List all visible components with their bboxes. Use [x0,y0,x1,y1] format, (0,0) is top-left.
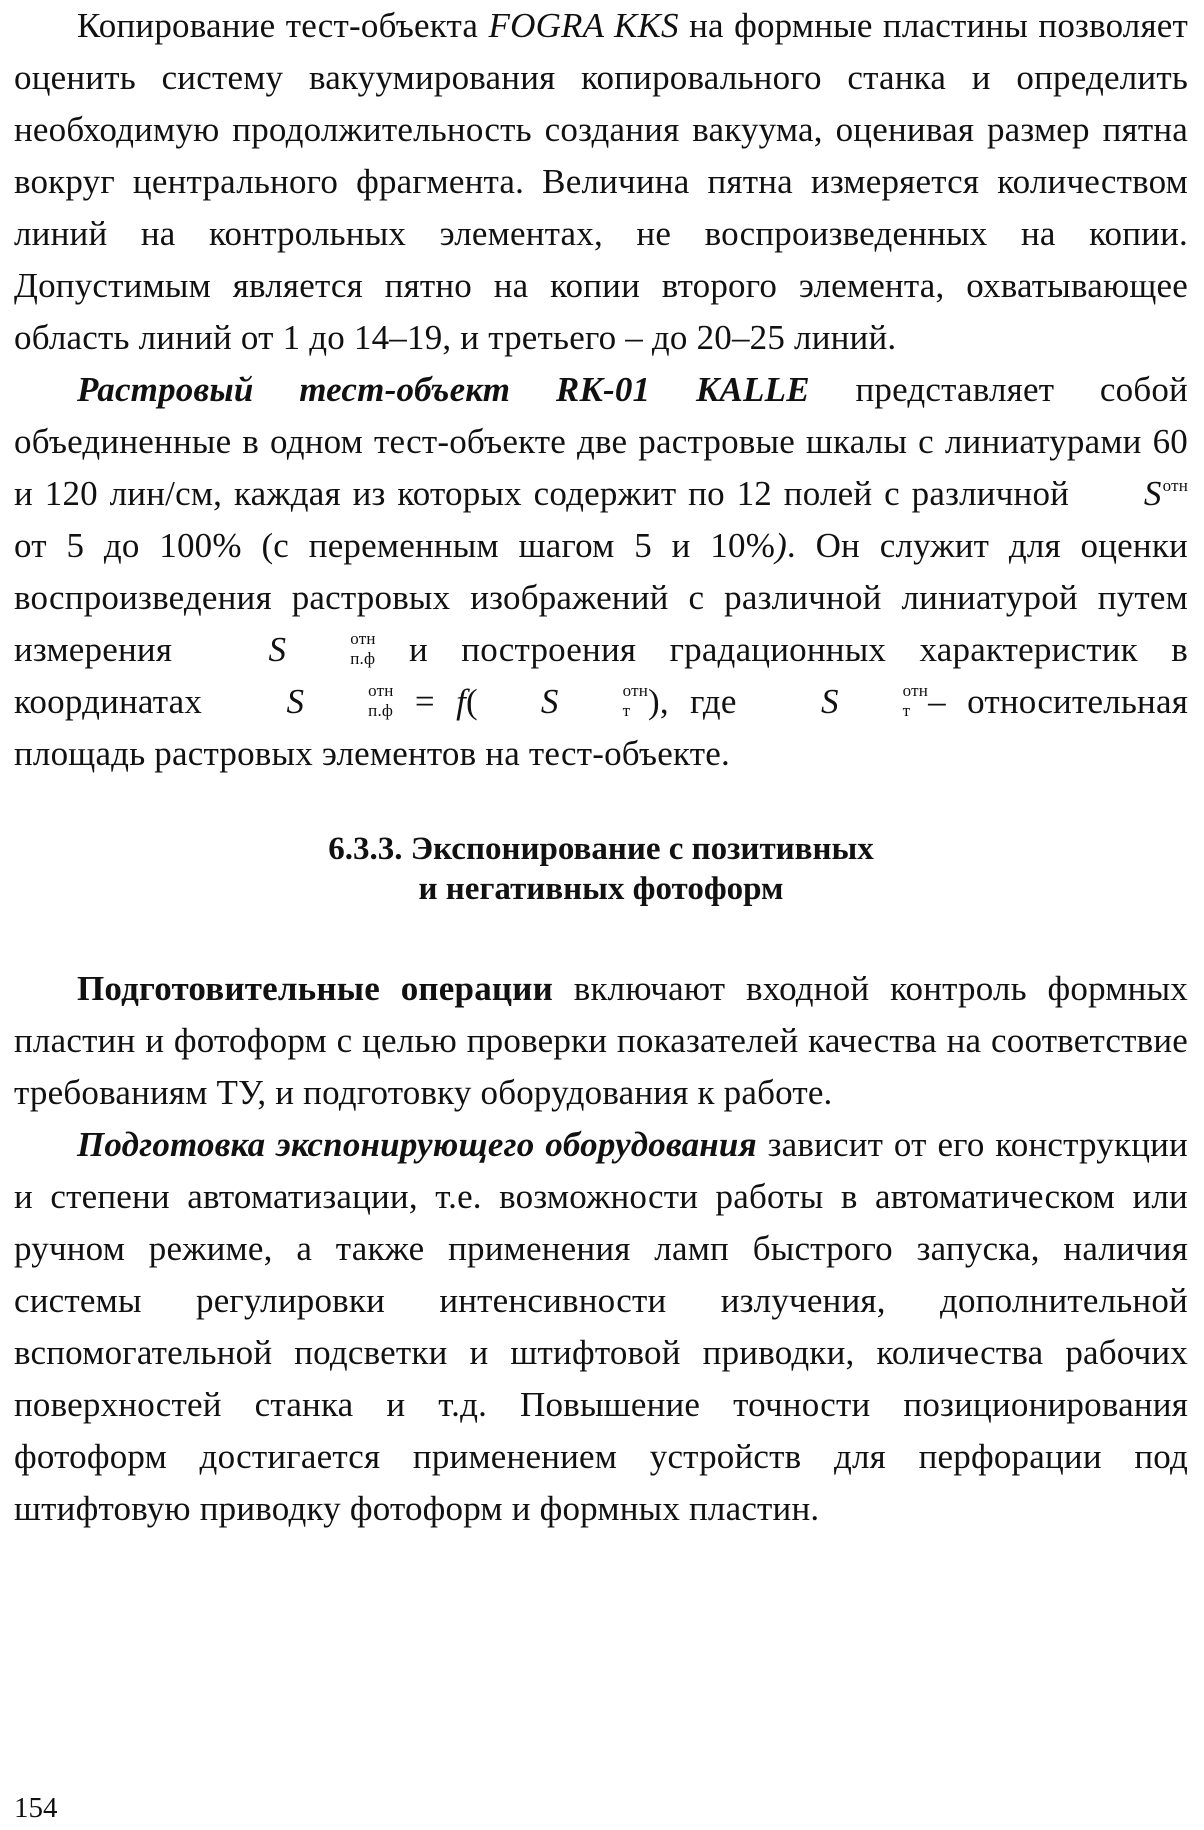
page-body [14,0,1188,1535]
paragraph-text: = [393,682,457,721]
term-rk01-kalle: Растровый тест-объект RK-01 KALLE [77,370,810,409]
formula-s-t: S отн т [540,680,648,721]
paragraph-rk01: Растровый тест-объект RK-01 KALLE представляет собой объединенные в одном тест-объекте две растровые шкалы с линиатурами 60 и 120 лин/см, каждая из которых содержит по 12 полей с различной $S^{отн}$ от 5 до 100% (с переменным шагом 5 и 10%). Он служит для оценки воспроизведения растровых изображений с различной линиатурой путем измерения S отн п.ф и построения градационных характеристик в координатах S отн п.ф = f( S отн т ), где S отн т – относительная площадь растровых элементов на тест-объекте. [14,370,1189,773]
paragraph-preparatory-operations [14,963,1188,1119]
paragraph-fogra [14,0,1188,364]
formula-s-pf-2: S отн п.ф [286,680,394,721]
paragraph-text: на формные пластины позволяет оценить систему вакуумирования копировального станка и определить необходимую продолжительность создания вакуума, оценивая размер пятна вокруг центрального фрагмента. Величина пятна измеряется количеством линий на контрольных элементах, не воспроизведенных на копии. Допустимым является пятно на копии второго элемента, охватывающее область линий от 1 до 14–19, и третьего – до 20–25 линий. [14,6,1188,357]
paragraph-text: зависит от его конструкции и степени автоматизации, т.е. возможности работы в автоматическом или ручном режиме, а также применения ламп быстрого запуска, наличия системы регулировки интенсивности излучения, дополнительной вспомогательной подсветки и штифтовой приводки, количества рабочих поверхностей станка и т.д. Повышение точности позиционирования фотоформ достигается применением устройств для перфорации под штифтовую приводку фотоформ и формных пластин. [14,1125,1188,1528]
paragraph-text: от 5 до 100% (с переменным шагом 5 и 10% [14,526,776,565]
paragraph-text: . Он служит для оценки воспроизведения растровых изображений с различной линиатурой путем измерения [14,526,1188,669]
paragraph-text: ), где [648,682,758,721]
term-preparatory-operations: Подготовительные операции [77,969,553,1008]
section-heading-line2: и негативных фотоформ [418,871,784,907]
formula-s-t-2: S отн т [820,680,929,721]
term-equipment-preparation: Подготовка экспонирующего оборудования [77,1125,757,1164]
paragraph-text: представляет собой объединенные в одном тест-объекте две растровые шкалы с линиатурами 60 и 120 лин/см, каждая из которых содержит по 12 полей с различной [14,370,1188,513]
paragraph-text: включают входной контроль формных пластин и фотоформ с целью проверки показателей качества на соответствие требованиям ТУ, и подготовку оборудования к работе. [14,969,1188,1112]
paragraph-text: и построения градационных характеристик в координатах [14,630,1188,721]
page-number: 154 [14,1792,58,1824]
paragraph-text: – относительная площадь растровых элементов на тест-объекте. [14,682,1189,773]
section-heading-line1: 6.3.3. Экспонирование с позитивных [328,831,874,867]
paragraph-text: Копирование тест-объекта [77,6,489,45]
section-heading [14,829,1188,909]
term-fogra-kks: FOGRA KKS [488,6,679,45]
formula-f: f [456,682,467,721]
paragraph-equipment-preparation [14,1119,1188,1535]
formula-s-otn: $S^{отн}$ [1143,474,1188,513]
formula-s-pf: S отн п.ф [268,628,376,669]
